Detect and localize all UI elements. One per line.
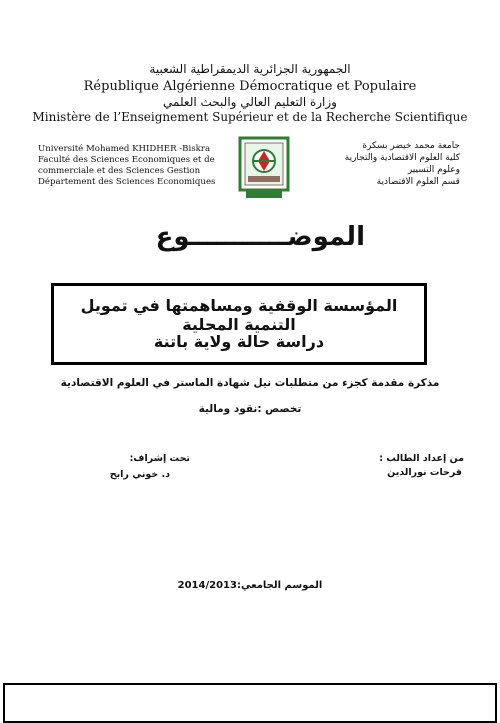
supervisor-name: د. خوني رابح	[109, 469, 170, 480]
institution-ar-block	[310, 140, 460, 188]
thesis-subtitle: دراسة حالة ولاية باتنة	[153, 332, 325, 351]
institution-ar-line: جامعة محمد خيضر بسكرة	[362, 141, 460, 151]
subject-heading: الموضـــــــــــوع	[155, 222, 365, 252]
thesis-title: المؤسسة الوقفية ومساهمتها في تمويل التنمية المحلية	[80, 296, 398, 334]
institution-fr-block	[38, 144, 223, 188]
page-frame-bottom	[3, 683, 497, 723]
institution-ar-line: كلية العلوم الاقتصادية والتجارية	[344, 153, 460, 163]
header-fr-republic: République Algérienne Démocratique et Populaire	[83, 79, 417, 94]
student-label: من إعداد الطالب :	[379, 453, 464, 464]
supervisor-label: تحت إشراف:	[129, 453, 190, 464]
institution-ar-line: قسم العلوم الاقتصادية	[376, 177, 460, 187]
institution-fr-line: Faculté des Sciences Economiques et de	[38, 155, 215, 165]
institution-fr-line: Université Mohamed KHIDHER -Biskra	[38, 144, 211, 154]
header-ar-ministry: وزارة التعليم العالي والبحث العلمي	[163, 95, 337, 109]
student-name: فرحات نورالدين	[387, 467, 462, 478]
institution-fr-line: commerciale et des Sciences Gestion	[38, 166, 201, 176]
header-ar-republic: الجمهورية الجزائرية الديمقراطية الشعبية	[149, 62, 351, 76]
institution-fr-line: Département des Sciences Economiques	[38, 177, 216, 187]
title-box	[51, 283, 427, 365]
memo-description: مذكرة مقدمة كجزء من متطلبات نيل شهادة الماستر في العلوم الاقتصادية	[60, 377, 440, 389]
academic-year: الموسم الجامعي:2014/2013	[177, 580, 323, 591]
institution-ar-line: وعلوم التسيير	[407, 165, 460, 175]
header-fr-ministry: Ministère de l’Enseignement Supérieur et de la Recherche Scientifique	[32, 110, 468, 124]
specialty: تخصص :نقود ومالية	[198, 403, 302, 415]
university-logo-icon	[232, 136, 296, 200]
